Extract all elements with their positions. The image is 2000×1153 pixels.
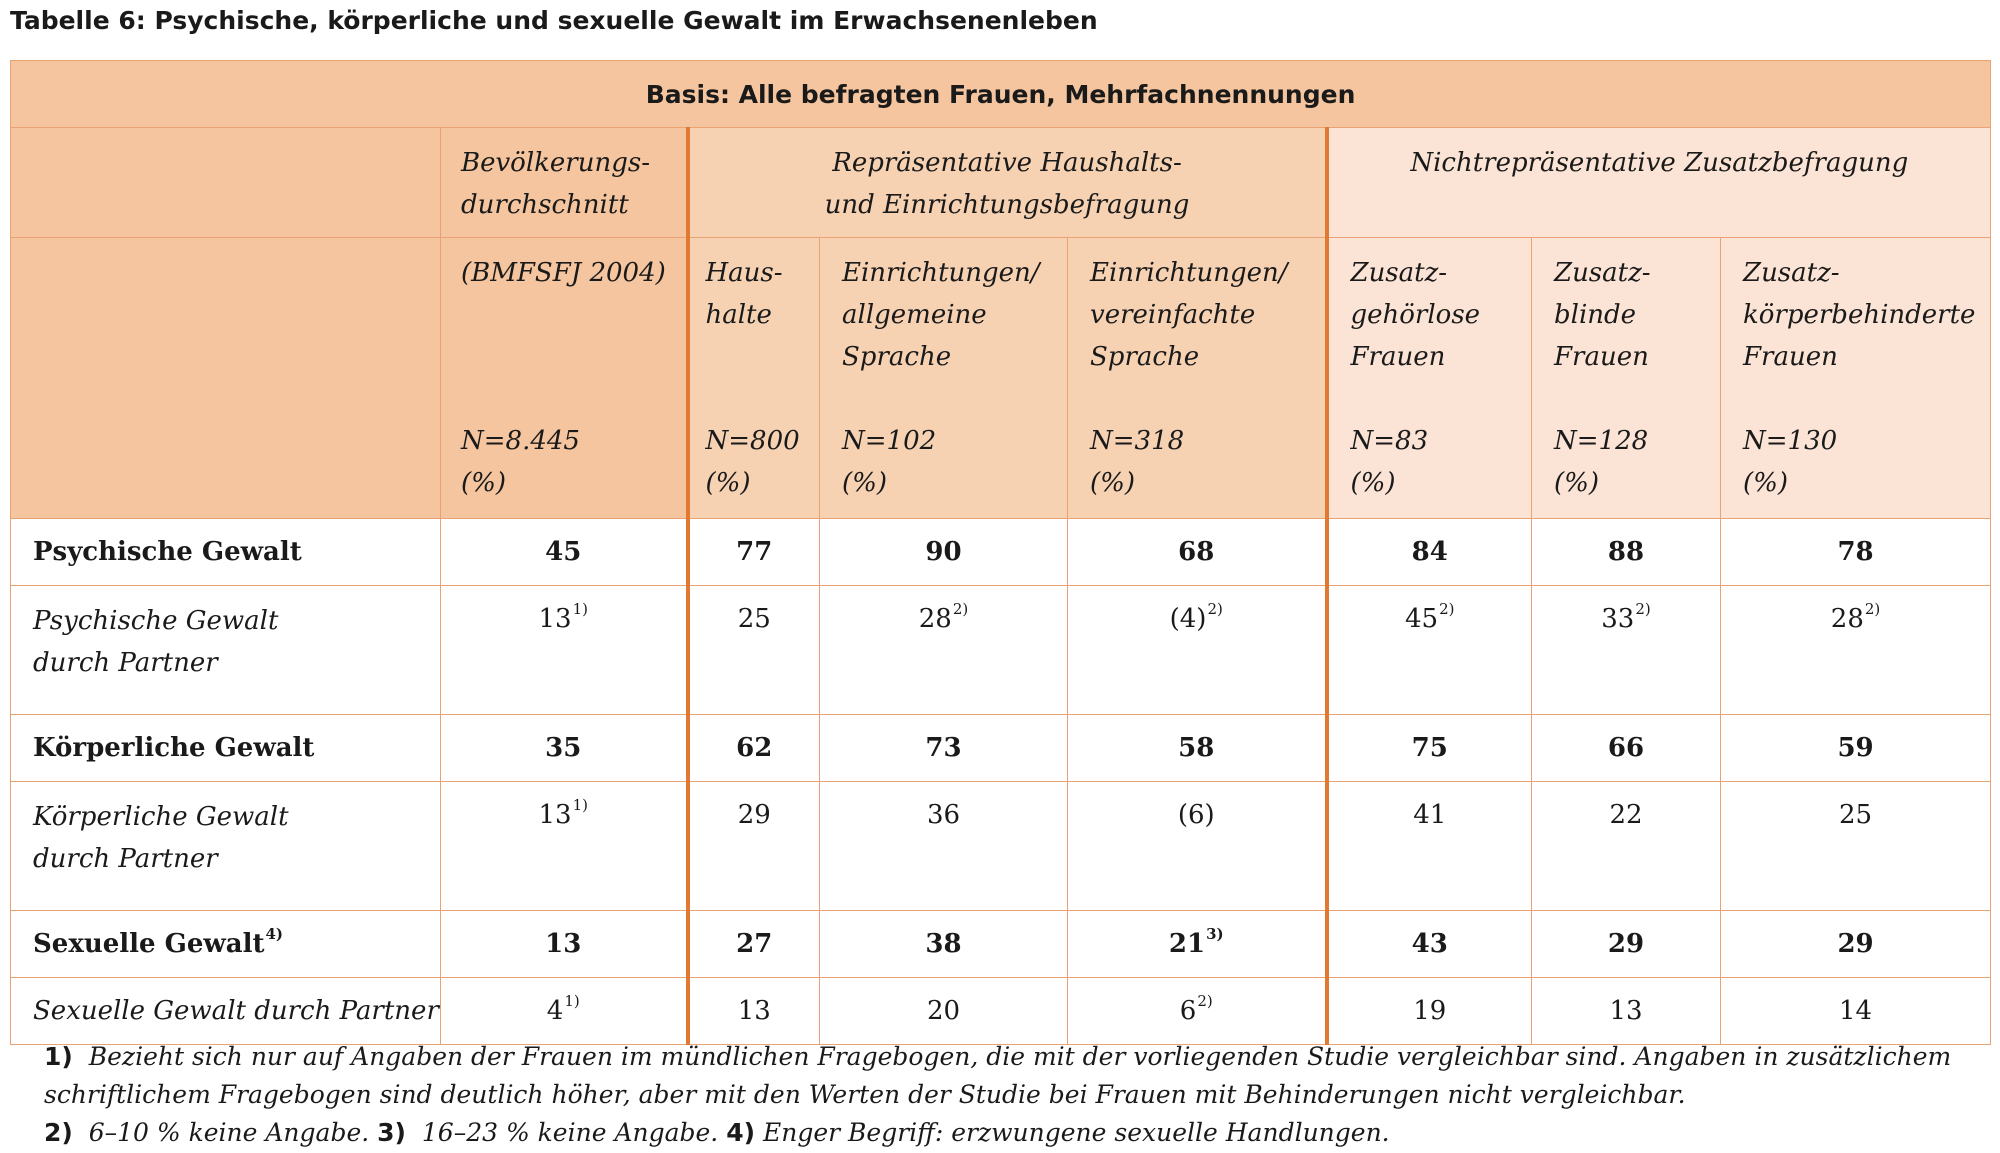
column-label: Sprache <box>842 342 952 372</box>
table-cell <box>441 519 688 586</box>
cell-value: 35 <box>545 733 582 763</box>
cell-value: 19 <box>1413 996 1447 1026</box>
cell-value: 29 <box>1607 929 1645 959</box>
table-cell <box>820 715 1068 782</box>
cell-value: 59 <box>1837 733 1874 763</box>
group-bevoelkerung-line2: durchschnitt <box>461 190 629 220</box>
column-label: blinde <box>1554 300 1637 330</box>
footnote-number: 1) <box>44 1042 73 1071</box>
column-header-haushalte <box>688 238 820 519</box>
row-label <box>11 978 441 1045</box>
table-cell <box>688 782 820 911</box>
column-label: Frauen <box>1350 342 1446 372</box>
column-label: (BMFSFJ 2004) <box>461 258 666 288</box>
cell-value: 45 <box>1405 604 1439 634</box>
table-cell <box>1068 978 1327 1045</box>
table-row <box>11 586 1991 715</box>
table-cell <box>1068 911 1327 978</box>
cell-value: 22 <box>1609 800 1643 830</box>
table-cell <box>441 911 688 978</box>
column-n: N=318 <box>1090 426 1185 456</box>
cell-value: 28 <box>918 604 952 634</box>
column-header-bmfsfj <box>441 238 688 519</box>
footnote-mark: 2) <box>1439 600 1455 618</box>
table-cell <box>441 586 688 715</box>
group-header-zusatzbefragung <box>1327 128 1991 238</box>
column-unit: (%) <box>1743 468 1788 498</box>
table-cell <box>1532 978 1721 1045</box>
table-cell <box>1532 782 1721 911</box>
column-label: allgemeine <box>842 300 987 330</box>
row-label-text: Psychische Gewalt <box>33 537 302 567</box>
footnote-mark: 1) <box>572 796 588 814</box>
cell-value: 13 <box>538 800 572 830</box>
row-label-text: Körperliche Gewalt <box>33 733 315 763</box>
footnote-mark: 2) <box>1864 600 1881 618</box>
cell-value: 28 <box>1830 604 1864 634</box>
table-cell <box>688 586 820 715</box>
footnote-mark: 4) <box>265 925 284 943</box>
table-cell <box>820 978 1068 1045</box>
table-cell <box>688 978 820 1045</box>
column-label: Haus- <box>705 258 783 288</box>
column-label: Zusatz- <box>1743 258 1840 288</box>
cell-value: 68 <box>1178 537 1215 567</box>
footnote-mark: 2) <box>1207 600 1223 618</box>
table-cell <box>688 911 820 978</box>
cell-value: 6 <box>1179 996 1197 1026</box>
row-label-text: Körperliche Gewalt durch Partner <box>33 802 289 874</box>
table-cell <box>1532 586 1721 715</box>
table-cell <box>1327 911 1532 978</box>
footnote-mark: 3) <box>1206 925 1224 943</box>
column-label: Zusatz- <box>1350 258 1448 288</box>
cell-value: 33 <box>1601 604 1635 634</box>
table-cell <box>1721 978 1991 1045</box>
group-header-bevoelkerung <box>441 128 688 238</box>
cell-value: 13 <box>545 929 582 959</box>
cell-value: 78 <box>1837 537 1874 567</box>
column-unit: (%) <box>842 468 887 498</box>
cell-value: 25 <box>737 604 771 634</box>
column-label: halte <box>705 300 772 330</box>
footnote-text: Enger Begriff: erzwungene sexuelle Handlungen. <box>763 1118 1390 1147</box>
cell-value: 77 <box>736 537 773 567</box>
cell-value: 41 <box>1413 800 1447 830</box>
column-n: N=130 <box>1743 426 1838 456</box>
cell-value: 75 <box>1411 733 1448 763</box>
footnote-mark: 2) <box>1635 600 1651 618</box>
group-header-empty <box>11 128 441 238</box>
column-header-koerperbehinderte <box>1721 238 1991 519</box>
column-label: gehörlose <box>1350 300 1481 330</box>
column-label: Frauen <box>1743 342 1838 372</box>
table-cell <box>1068 715 1327 782</box>
table-cell <box>1327 782 1532 911</box>
cell-value: 29 <box>1837 929 1874 959</box>
table-row <box>11 978 1991 1045</box>
cell-value: 13 <box>538 604 572 634</box>
column-unit: (%) <box>1350 468 1396 498</box>
footnote-mark: 2) <box>1197 992 1213 1010</box>
cell-value: 36 <box>926 800 961 830</box>
row-label <box>11 782 441 911</box>
cell-value: 43 <box>1411 929 1448 959</box>
cell-value: 66 <box>1607 733 1645 763</box>
column-label: körperbehinderte <box>1743 300 1976 330</box>
column-header-empty <box>11 238 441 519</box>
table-row <box>11 782 1991 911</box>
column-n: N=800 <box>705 426 800 456</box>
group-repraesentativ-line1: Repräsentative Haushalts- <box>832 148 1182 178</box>
cell-value: 29 <box>737 800 771 830</box>
row-label <box>11 715 441 782</box>
footnote-text: Bezieht sich nur auf Angaben der Frauen im mündlichen Fragebogen, die mit der vorliegenden Studie vergleichbar sind. Angaben in zusätzlichem schriftlichem Fragebogen sind deutlich höher, aber mit den Werten der Studie bei Frauen mit Behinderungen nicht vergleichbar. <box>44 1042 1952 1109</box>
table-cell <box>1721 519 1991 586</box>
column-label: vereinfachte <box>1090 300 1256 330</box>
footnotes <box>44 1038 1984 1152</box>
footnote-number: 3) <box>377 1118 406 1147</box>
column-label: Zusatz- <box>1554 258 1651 288</box>
table-title: Tabelle 6: Psychische, körperliche und sexuelle Gewalt im Erwachsenenleben <box>10 6 1098 35</box>
group-header-repraesentativ <box>688 128 1327 238</box>
cell-value: 14 <box>1838 996 1873 1026</box>
table-cell <box>1532 715 1721 782</box>
cell-value: 88 <box>1607 537 1645 567</box>
cell-value: 25 <box>1838 800 1873 830</box>
table-cell <box>1327 978 1532 1045</box>
column-unit: (%) <box>461 468 506 498</box>
table-cell <box>820 519 1068 586</box>
column-label: Einrichtungen/ <box>1090 258 1288 288</box>
cell-value: 27 <box>736 929 773 959</box>
column-unit: (%) <box>705 468 751 498</box>
table-cell <box>1721 715 1991 782</box>
table-cell <box>820 911 1068 978</box>
column-header-einrichtungen-vereinfacht <box>1068 238 1327 519</box>
column-n: N=128 <box>1554 426 1649 456</box>
row-label-text: Psychische Gewalt durch Partner <box>33 606 279 678</box>
table-cell <box>1532 911 1721 978</box>
cell-value: (4) <box>1169 604 1207 634</box>
cell-value: 13 <box>737 996 771 1026</box>
column-unit: (%) <box>1554 468 1599 498</box>
group-header-row <box>11 128 1991 238</box>
column-n: N=83 <box>1350 426 1429 456</box>
footnote-mark: 1) <box>564 992 580 1010</box>
table-cell <box>441 782 688 911</box>
column-header-blinde <box>1532 238 1721 519</box>
row-label-text: Sexuelle Gewalt <box>33 929 265 959</box>
table-cell <box>688 715 820 782</box>
cell-value: 38 <box>925 929 962 959</box>
table-cell <box>1327 519 1532 586</box>
basis-row <box>11 61 1991 128</box>
table-cell <box>1327 715 1532 782</box>
row-label <box>11 911 441 978</box>
table-cell <box>688 519 820 586</box>
table-cell <box>1327 586 1532 715</box>
table-cell <box>1068 586 1327 715</box>
basis-header: Basis: Alle befragten Frauen, Mehrfachnennungen <box>11 61 1991 128</box>
table-cell <box>1721 586 1991 715</box>
table-cell <box>441 715 688 782</box>
column-header-row <box>11 238 1991 519</box>
table-row <box>11 911 1991 978</box>
cell-value: 4 <box>546 996 564 1026</box>
table-cell <box>1068 782 1327 911</box>
footnote-number: 2) <box>44 1118 73 1147</box>
table-cell <box>441 978 688 1045</box>
row-label <box>11 586 441 715</box>
column-header-gehoerlose <box>1327 238 1532 519</box>
table-row <box>11 715 1991 782</box>
footnote-number: 4) <box>726 1118 756 1147</box>
footnote-mark: 2) <box>952 600 969 618</box>
cell-value: 20 <box>926 996 961 1026</box>
group-zusatzbefragung-line1: Nichtrepräsentative Zusatzbefragung <box>1410 148 1909 178</box>
table-cell <box>820 586 1068 715</box>
cell-value: 58 <box>1178 733 1215 763</box>
column-n: N=8.445 <box>461 426 580 456</box>
group-bevoelkerung-line1: Bevölkerungs- <box>461 148 650 178</box>
footnote-mark: 1) <box>572 600 588 618</box>
footnote-text: 6–10 % keine Angabe. <box>88 1118 370 1147</box>
group-repraesentativ-line2: und Einrichtungsbefragung <box>824 190 1190 220</box>
row-label-text: Sexuelle Gewalt durch Partner <box>33 996 439 1026</box>
footnote-text: 16–23 % keine Angabe. <box>421 1118 719 1147</box>
column-label: Einrichtungen/ <box>842 258 1040 288</box>
table-row <box>11 519 1991 586</box>
column-label: Sprache <box>1090 342 1200 372</box>
footnote-1 <box>44 1038 1984 1114</box>
table-cell <box>1532 519 1721 586</box>
cell-value: 21 <box>1168 929 1206 959</box>
column-label: Frauen <box>1554 342 1649 372</box>
table-cell <box>1721 782 1991 911</box>
column-unit: (%) <box>1090 468 1135 498</box>
column-header-einrichtungen-allgemein <box>820 238 1068 519</box>
cell-value: 90 <box>925 537 962 567</box>
cell-value: 62 <box>736 733 773 763</box>
cell-value: (6) <box>1177 800 1215 830</box>
cell-value: 73 <box>925 733 962 763</box>
footnote-2-4 <box>44 1114 1984 1152</box>
table-cell <box>1068 519 1327 586</box>
cell-value: 45 <box>545 537 582 567</box>
violence-table <box>10 60 1991 1045</box>
row-label <box>11 519 441 586</box>
column-n: N=102 <box>842 426 937 456</box>
cell-value: 84 <box>1411 537 1448 567</box>
cell-value: 13 <box>1609 996 1643 1026</box>
table-cell <box>820 782 1068 911</box>
table-cell <box>1721 911 1991 978</box>
